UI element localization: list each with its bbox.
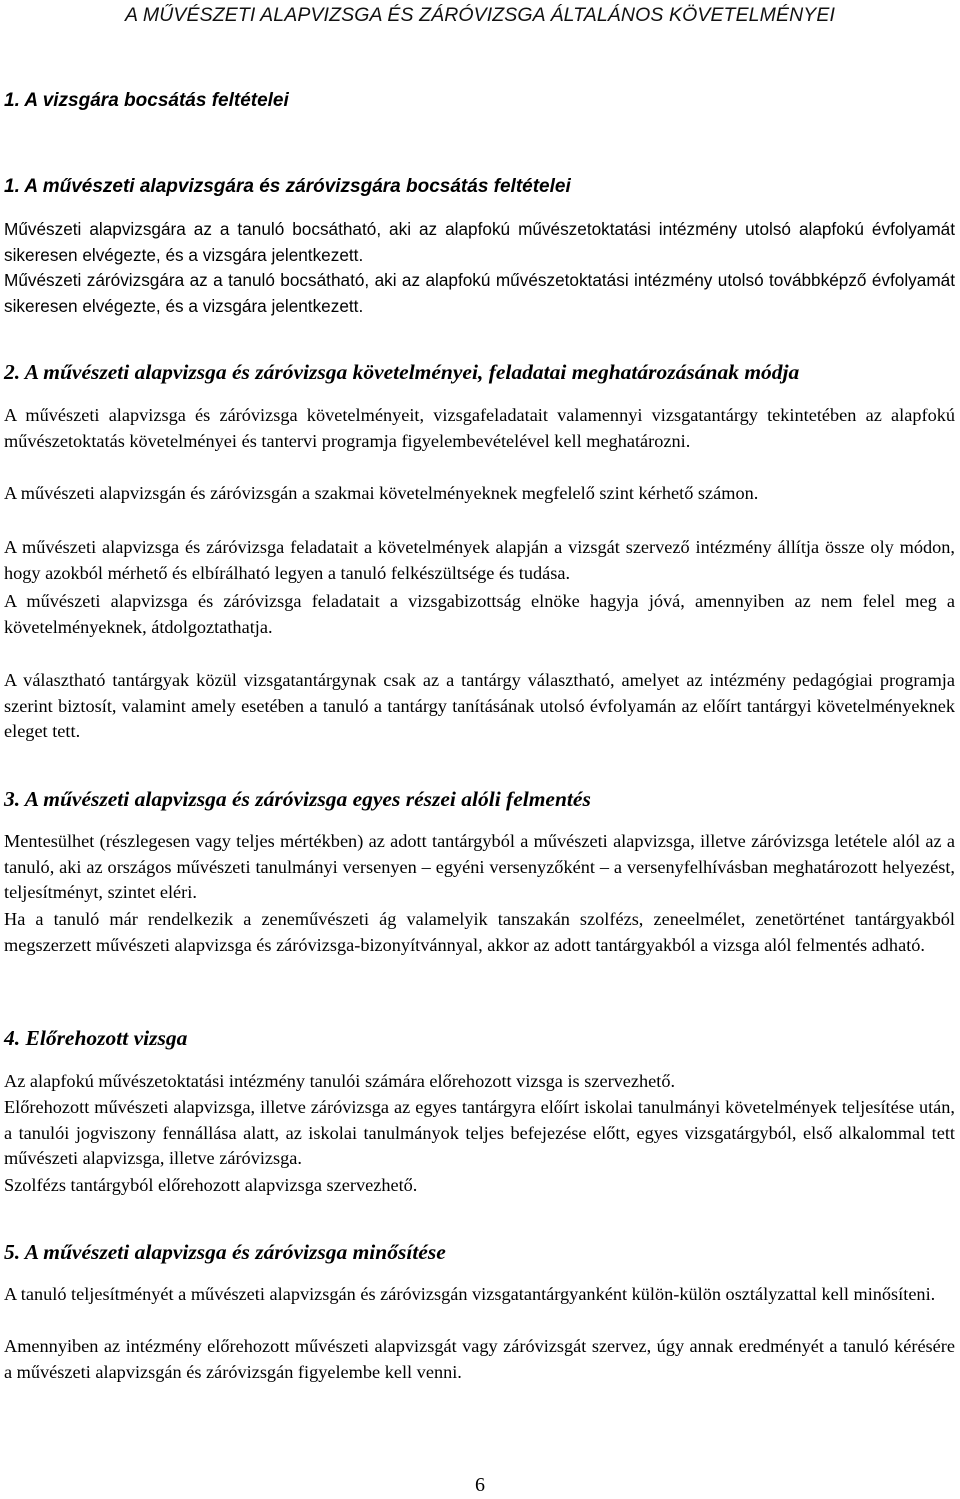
section-4-heading: 4. Előrehozott vizsga: [4, 1026, 188, 1050]
section-2-paragraph-2: A művészeti alapvizsgán és záróvizsgán a szakmai követelményeknek megfelelő szint kérhető számon.: [4, 483, 759, 503]
section-3-paragraph-2: Ha a tanuló már rendelkezik a zeneművészeti ág valamelyik tanszakán szolfézs, zeneelmélet, zenetörténet tantárgyakból megszerzett művészeti alapvizsga és záróvizsga-bizonyítvánnyal, akkor az adott tantárgyakból a vizsga alól felmentés adható.: [4, 909, 955, 955]
section-2-heading: 2. A művészeti alapvizsga és záróvizsga követelményei, feladatai meghatározásának módja: [4, 360, 800, 384]
section-4-paragraph-1: Az alapfokú művészetoktatási intézmény tanulói számára előrehozott vizsga is szervezhető.: [4, 1071, 676, 1091]
section-5-paragraph-2: Amennyiben az intézmény előrehozott művészeti alapvizsgát vagy záróvizsgát szervez, úgy annak eredményét a tanuló kérésére a művészeti alapvizsgán és záróvizsgán figyelembe kell venni.: [4, 1336, 955, 1382]
section-2-paragraph-3: A művészeti alapvizsga és záróvizsga feladatait a követelmények alapján a vizsgát szervező intézmény állítja össze oly módon, hogy azokból mérhető és elbírálható legyen a tanuló felkészültsége és tudása.: [4, 537, 955, 583]
page-number: 6: [475, 1474, 485, 1496]
section-1-paragraph-1: Művészeti alapvizsgára az a tanuló bocsátható, aki az alapfokú művészetoktatási intézmény utolsó alapfokú évfolyamát sikeresen elvégezte, és a vizsgára jelentkezett.: [4, 219, 955, 265]
section-4-paragraph-2: Előrehozott művészeti alapvizsga, illetve záróvizsga az egyes tantárgyra előírt iskolai tanulmányi követelmények teljesítése után, a tanulói jogviszony fennállása alatt, az iskolai tanulmányok teljes befejezése előtt, egyes vizsgatárgyból, első alkalommal tett művészeti alapvizsga, illetve záróvizsga.: [4, 1097, 955, 1168]
chapter-title: 1. A vizsgára bocsátás feltételei: [4, 90, 289, 111]
section-3-paragraph-1: Mentesülhet (részlegesen vagy teljes mértékben) az adott tantárgyból a művészeti alapvizsga, illetve záróvizsga letétele alól az a tanuló, aki az országos művészeti tanulmányi versenyen ‒ egyéni versenyzőként ‒ a versenyfelhívásban meghatározott helyezést, teljesítményt, szintet eléri.: [4, 831, 955, 902]
section-1-heading: 1. A művészeti alapvizsgára és záróvizsgára bocsátás feltételei: [4, 176, 571, 197]
section-2-paragraph-4: A művészeti alapvizsga és záróvizsga feladatait a vizsgabizottság elnöke hagyja jóvá, amennyiben az nem felel meg a követelményeknek, átdolgoztathatja.: [4, 591, 955, 637]
section-5-heading: 5. A művészeti alapvizsga és záróvizsga minősítése: [4, 1240, 446, 1264]
section-2-paragraph-1: A művészeti alapvizsga és záróvizsga követelményeit, vizsgafeladatait valamennyi vizsgatantárgy tekintetében az alapfokú művészetoktatás követelményei és tantervi programja figyelembevételével kell meghatározni.: [4, 405, 955, 451]
section-2-paragraph-5: A választható tantárgyak közül vizsgatantárgynak csak az a tantárgy választható, amelyet az intézmény pedagógiai programja szerint biztosít, valamint amely esetében a tanuló a tantárgy tanításának utolsó évfolyamán az előírt tantárgyi követelményeknek eleget tett.: [4, 670, 955, 741]
section-1-paragraph-2: Művészeti záróvizsgára az a tanuló bocsátható, aki az alapfokú művészetoktatási intézmény utolsó továbbképző évfolyamát sikeresen elvégezte, és a vizsgára jelentkezett.: [4, 270, 955, 316]
running-header: A MŰVÉSZETI ALAPVIZSGA ÉS ZÁRÓVIZSGA ÁLTALÁNOS KÖVETELMÉNYEI: [125, 4, 835, 26]
section-4-paragraph-3: Szolfézs tantárgyból előrehozott alapvizsga szervezhető.: [4, 1175, 418, 1195]
section-5-paragraph-1: A tanuló teljesítményét a művészeti alapvizsgán és záróvizsgán vizsgatantárgyanként külön-külön osztályzattal kell minősíteni.: [4, 1284, 936, 1304]
section-3-heading: 3. A művészeti alapvizsga és záróvizsga egyes részei alóli felmentés: [4, 787, 591, 811]
